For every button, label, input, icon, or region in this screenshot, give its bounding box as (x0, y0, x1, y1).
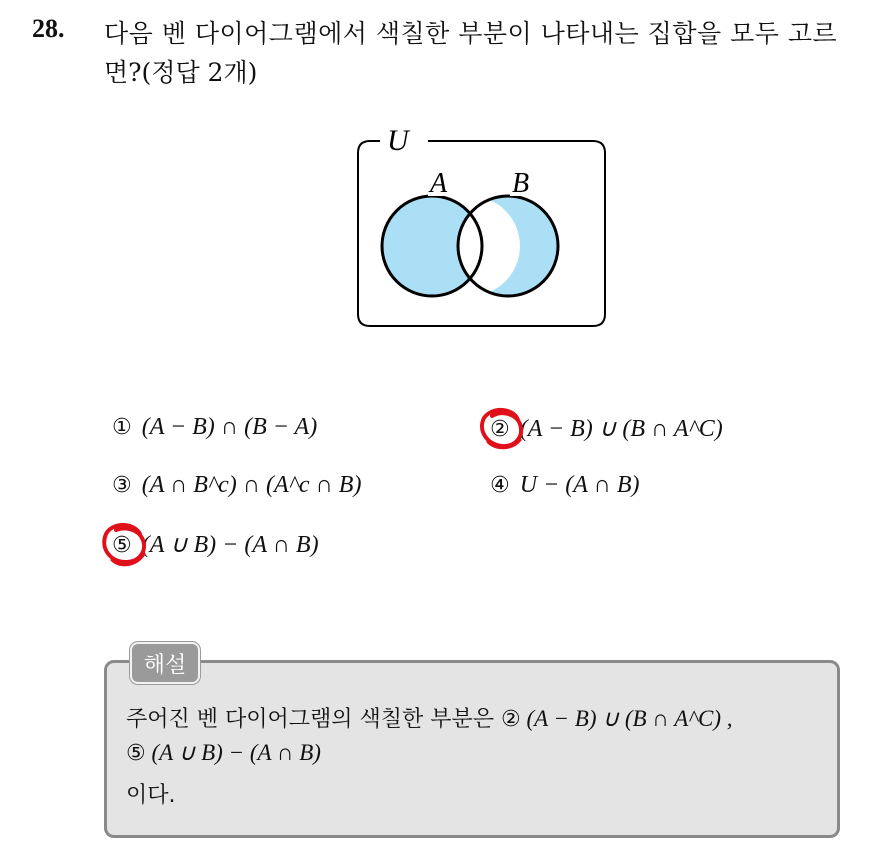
venn-diagram (350, 116, 614, 336)
answer-mark-choice-2 (476, 402, 528, 454)
choice-1-number: ① (112, 415, 132, 440)
set-a-label: A (430, 168, 448, 199)
explanation-line1-expression: (A − B) ∪ (B ∩ A^C) , (526, 706, 733, 731)
explanation-line2 (126, 740, 321, 766)
universe-label: U (387, 124, 409, 157)
choice-3-number: ③ (112, 473, 132, 498)
explanation-line2-number: ⑤ (126, 741, 146, 766)
choice-1[interactable] (112, 414, 317, 441)
choice-4-number: ④ (490, 473, 510, 498)
question-number: 28. (32, 14, 65, 43)
choice-4[interactable] (490, 472, 639, 499)
choice-5-number: ⑤ (112, 533, 132, 558)
explanation-line1 (126, 702, 733, 733)
question-text-line2: 면?(정답 2개) (104, 58, 258, 87)
choice-2-number: ② (490, 417, 510, 442)
explanation-line3 (126, 778, 176, 809)
explanation-tag: 해설 (130, 642, 200, 684)
choice-2-expression: (A − B) ∪ (B ∩ A^C) (519, 416, 723, 442)
choice-1-expression: (A − B) ∩ (B − A) (141, 414, 318, 440)
explanation-line1-text: 주어진 벤 다이어그램의 색칠한 부분은 ② (126, 707, 521, 732)
set-b-label: B (512, 168, 530, 199)
answer-mark-choice-5 (98, 518, 150, 570)
choice-3-expression: (A ∩ B^c) ∩ (A^c ∩ B) (141, 472, 362, 498)
choice-5-expression: (A ∪ B) − (A ∩ B) (141, 532, 319, 558)
question-text-line1: 다음 벤 다이어그램에서 색칠한 부분이 나타내는 집합을 모두 고르 (104, 19, 838, 48)
explanation-line2-expression: (A ∪ B) − (A ∩ B) (151, 740, 321, 765)
explanation-line3-text: 이다. (126, 783, 176, 808)
choice-3[interactable] (112, 472, 361, 499)
choice-4-expression: U − (A ∩ B) (519, 472, 640, 498)
